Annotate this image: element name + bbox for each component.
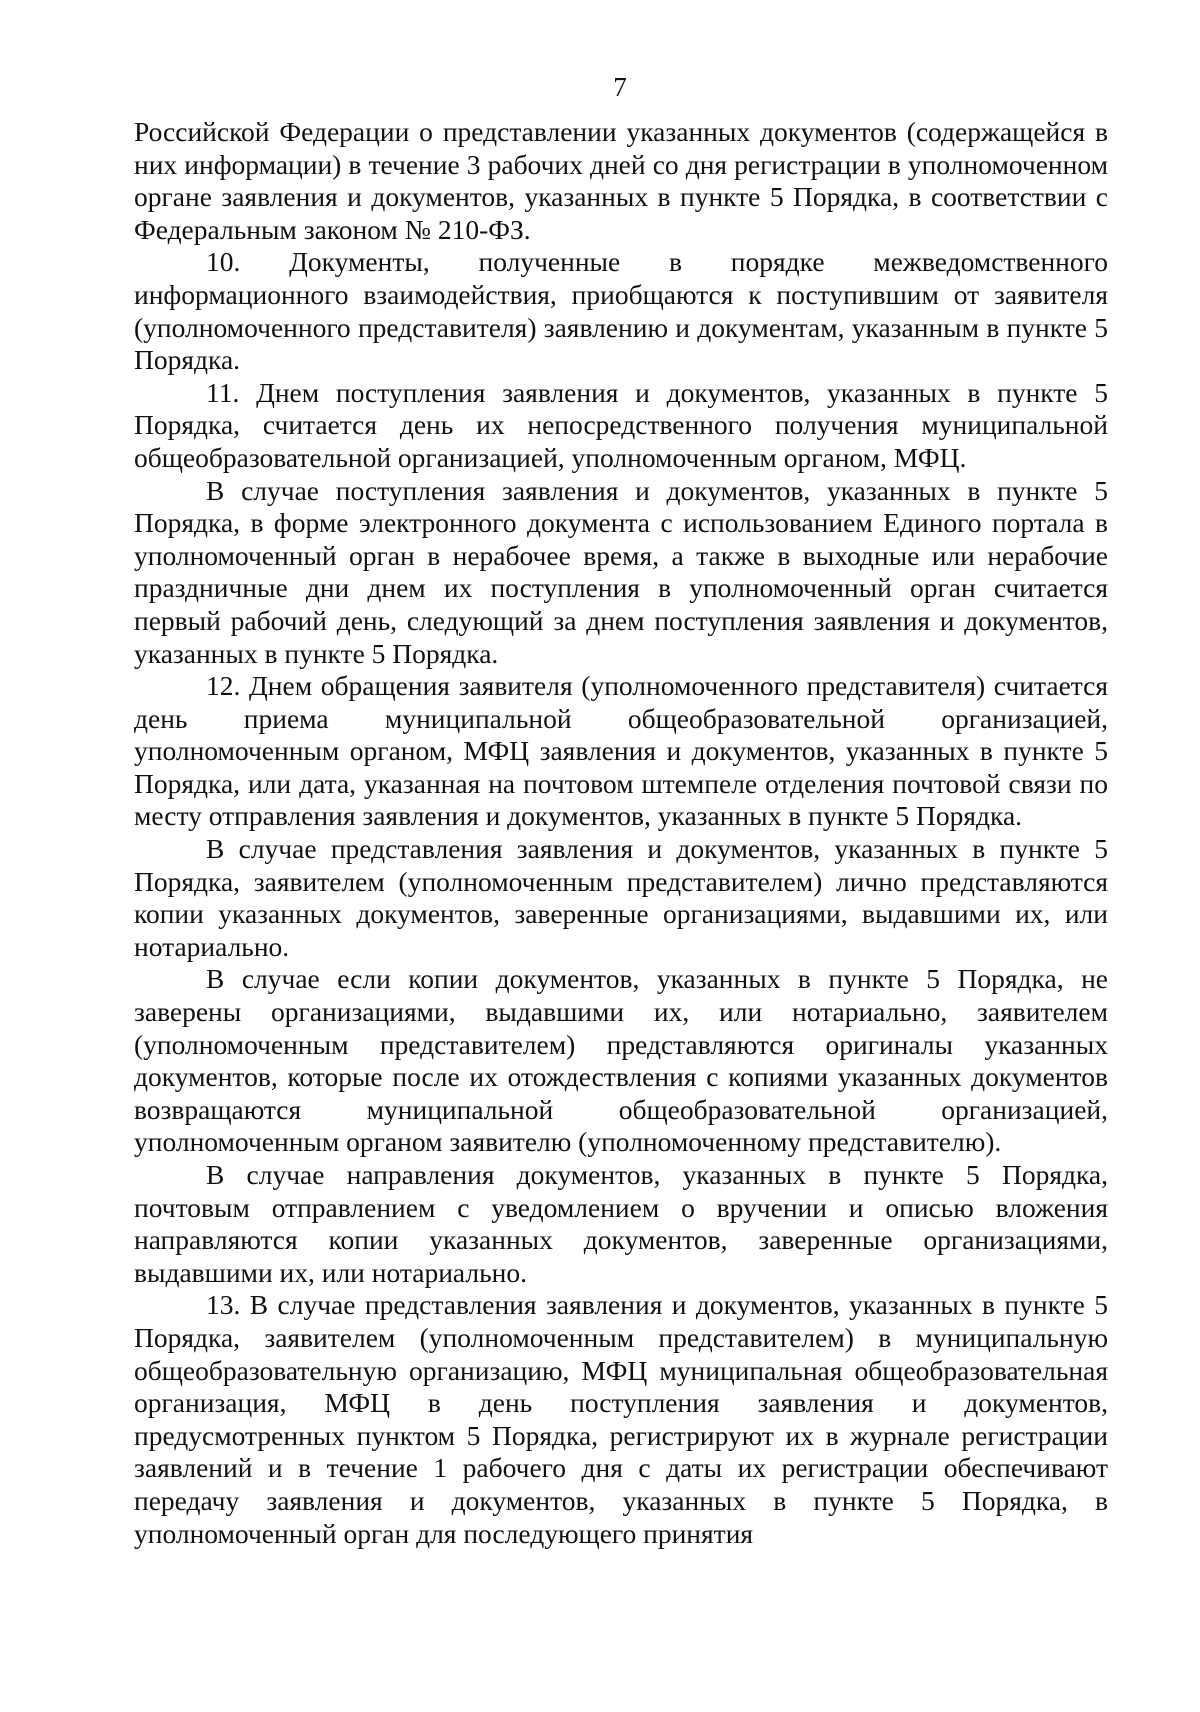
paragraph-item-12: 12. Днем обращения заявителя (уполномоченного представителя) считается день приема муниципальной общеобразовательной организацией, уполномоченным органом, МФЦ заявления и документов, указанных в пункте 5 Порядка, или дата, указанная на почтовом штемпеле отделения почтовой связи по месту отправления заявления и документов, указанных в пункте 5 Порядка.	[134, 670, 1108, 832]
paragraph-item-11: 11. Днем поступления заявления и документов, указанных в пункте 5 Порядка, считается день их непосредственного получения муниципальной общеобразовательной организацией, уполномоченным органом, МФЦ.	[134, 376, 1108, 473]
paragraph-continuation: Российской Федерации о представлении указанных документов (содержащейся в них информации) в течение 3 рабочих дней со дня регистрации в уполномоченном органе заявления и документов, указанных в пункте 5 Порядка, в соответствии с Федеральным законом № 210-ФЗ.	[134, 116, 1108, 245]
paragraph-electronic-submission: В случае поступления заявления и документов, указанных в пункте 5 Порядка, в форме электронного документа с использованием Единого портала в уполномоченный орган в нерабочее время, а также в выходные или нерабочие праздничные дни днем их поступления в уполномоченный орган считается первый рабочий день, следующий за днем поступления заявления и документов, указанных в пункте 5 Порядка.	[134, 474, 1108, 669]
paragraph-personal-submission: В случае представления заявления и документов, указанных в пункте 5 Порядка, заявителем (уполномоченным представителем) лично представляются копии указанных документов, заверенные организациями, выдавшими их, или нотариально.	[134, 833, 1108, 962]
paragraph-item-10: 10. Документы, полученные в порядке межведомственного информационного взаимодействия, приобщаются к поступившим от заявителя (уполномоченного представителя) заявлению и документам, указанным в пункте 5 Порядка.	[134, 246, 1108, 376]
paragraph-uncertified-copies: В случае если копии документов, указанных в пункте 5 Порядка, не заверены организациями, выдавшими их, или нотариально, заявителем (уполномоченным представителем) представляются оригиналы указанных документов, которые после их отождествления с копиями указанных документов возвращаются муниципальной общеобразовательной организацией, уполномоченным органом заявителю (уполномоченному представителю).	[134, 963, 1108, 1158]
page-number: 7	[613, 72, 627, 102]
document-body	[134, 116, 1108, 1550]
paragraph-item-13: 13. В случае представления заявления и документов, указанных в пункте 5 Порядка, заявителем (уполномоченным представителем) в муниципальную общеобразовательную организацию, МФЦ муниципальная общеобразовательная организация, МФЦ в день поступления заявления и документов, предусмотренных пунктом 5 Порядка, регистрируют их в журнале регистрации заявлений и в течение 1 рабочего дня с даты их регистрации обеспечивают передачу заявления и документов, указанных в пункте 5 Порядка, в уполномоченный орган для последующего принятия	[134, 1289, 1108, 1549]
paragraph-postal-submission: В случае направления документов, указанных в пункте 5 Порядка, почтовым отправлением с уведомлением о вручении и описью вложения направляются копии указанных документов, заверенные организациями, выдавшими их, или нотариально.	[134, 1159, 1108, 1288]
